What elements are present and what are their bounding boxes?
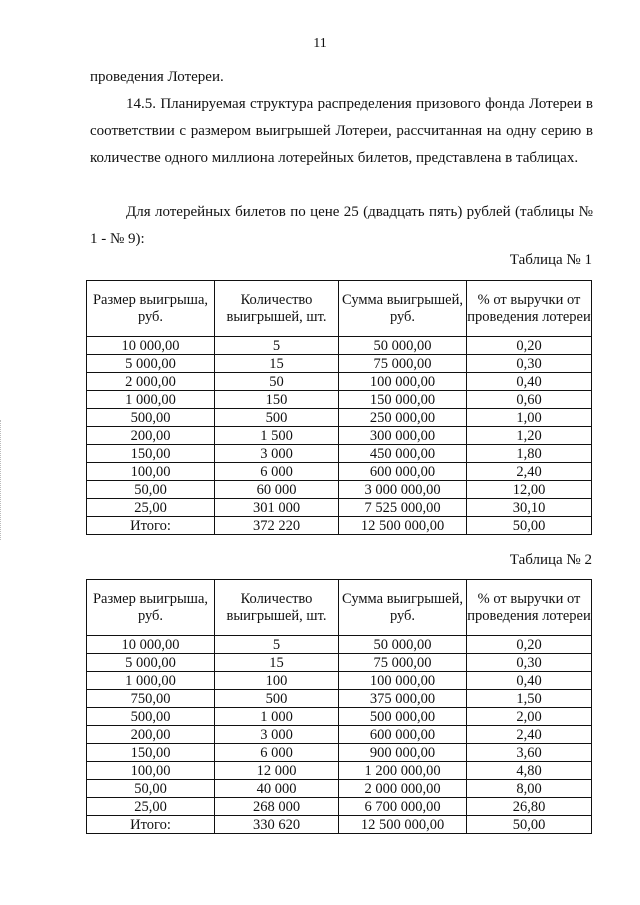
table-cell: 3 000 000,00 xyxy=(339,481,467,499)
table-cell: 100 xyxy=(215,672,339,690)
table-cell: 1 000,00 xyxy=(87,391,215,409)
table-cell: 500,00 xyxy=(87,708,215,726)
table-cell: 12 000 xyxy=(215,762,339,780)
table-cell: 0,20 xyxy=(467,337,592,355)
table-row xyxy=(87,744,592,762)
table-cell: 75 000,00 xyxy=(339,355,467,373)
column-header: Сумма выигрышей, руб. xyxy=(339,281,467,337)
table-cell: 50 000,00 xyxy=(339,337,467,355)
table-cell: 2 000,00 xyxy=(87,373,215,391)
table-cell: 60 000 xyxy=(215,481,339,499)
table-cell: 5 xyxy=(215,636,339,654)
table-cell: 10 000,00 xyxy=(87,337,215,355)
scan-margin-mark xyxy=(0,420,4,540)
table-row xyxy=(87,672,592,690)
table-row xyxy=(87,654,592,672)
table-cell: 200,00 xyxy=(87,726,215,744)
table-cell: 0,20 xyxy=(467,636,592,654)
column-header: Размер выигрыша, руб. xyxy=(87,281,215,337)
table-cell: 1,20 xyxy=(467,427,592,445)
table-cell: 0,40 xyxy=(467,672,592,690)
table-row xyxy=(87,708,592,726)
table-cell: 500,00 xyxy=(87,409,215,427)
column-header: Количество выигрышей, шт. xyxy=(215,580,339,636)
column-header: Количество выигрышей, шт. xyxy=(215,281,339,337)
table-cell: 25,00 xyxy=(87,499,215,517)
paragraph-14-5: 14.5. Планируемая структура распределения призового фонда Лотереи в соответствии с размером выигрышей Лотереи, рассчитанная на одну серию в количестве одного миллиона лотерейных билетов, представлена в таблицах. xyxy=(90,96,593,166)
table-cell: 2,40 xyxy=(467,463,592,481)
table-2-caption: Таблица № 2 xyxy=(509,552,592,568)
table-cell: 301 000 xyxy=(215,499,339,517)
table-cell: 2 000 000,00 xyxy=(339,780,467,798)
total-row xyxy=(87,816,592,834)
table-cell: 8,00 xyxy=(467,780,592,798)
prize-table-1 xyxy=(86,280,592,535)
table-cell: 6 000 xyxy=(215,744,339,762)
table-cell: 300 000,00 xyxy=(339,427,467,445)
table-cell: 6 700 000,00 xyxy=(339,798,467,816)
table-cell: Итого: xyxy=(87,517,215,535)
table-row xyxy=(87,481,592,499)
table-row xyxy=(87,690,592,708)
table-row xyxy=(87,798,592,816)
table-cell: 12 500 000,00 xyxy=(339,517,467,535)
table-row xyxy=(87,409,592,427)
table-cell: 500 000,00 xyxy=(339,708,467,726)
table-cell: 25,00 xyxy=(87,798,215,816)
table-cell: 900 000,00 xyxy=(339,744,467,762)
prize-table-2 xyxy=(86,579,592,834)
table-row xyxy=(87,780,592,798)
page-number: 11 xyxy=(313,36,327,51)
table-row xyxy=(87,762,592,780)
table-cell: 0,30 xyxy=(467,654,592,672)
table-cell: 1,00 xyxy=(467,409,592,427)
column-header: % от выручки от проведения лотереи xyxy=(467,580,592,636)
table-cell: 12 500 000,00 xyxy=(339,816,467,834)
column-header: Размер выигрыша, руб. xyxy=(87,580,215,636)
header-row xyxy=(87,580,592,636)
table-body xyxy=(87,337,592,535)
table-cell: 12,00 xyxy=(467,481,592,499)
table-cell: 450 000,00 xyxy=(339,445,467,463)
table-cell: 100,00 xyxy=(87,463,215,481)
table-cell: 0,30 xyxy=(467,355,592,373)
table-cell: 0,40 xyxy=(467,373,592,391)
table-header xyxy=(87,281,592,337)
table-cell: 3 000 xyxy=(215,445,339,463)
table-cell: 1 200 000,00 xyxy=(339,762,467,780)
table-cell: 150,00 xyxy=(87,744,215,762)
table-cell: 10 000,00 xyxy=(87,636,215,654)
table-row xyxy=(87,499,592,517)
table-cell: 50 000,00 xyxy=(339,636,467,654)
table-cell: 4,80 xyxy=(467,762,592,780)
table-cell: 0,60 xyxy=(467,391,592,409)
table-cell: 150,00 xyxy=(87,445,215,463)
table-cell: 1 000,00 xyxy=(87,672,215,690)
table-cell: 5 xyxy=(215,337,339,355)
table-cell: 3,60 xyxy=(467,744,592,762)
table-row xyxy=(87,726,592,744)
paragraph-continuation: проведения Лотереи. xyxy=(90,69,224,85)
table-cell: 75 000,00 xyxy=(339,654,467,672)
table-cell: 1 500 xyxy=(215,427,339,445)
table-cell: 5 000,00 xyxy=(87,355,215,373)
header-row xyxy=(87,281,592,337)
table-cell: 500 xyxy=(215,690,339,708)
table-cell: 100,00 xyxy=(87,762,215,780)
total-row xyxy=(87,517,592,535)
table-cell: 150 xyxy=(215,391,339,409)
table-cell: 1,50 xyxy=(467,690,592,708)
table-cell: 15 xyxy=(215,355,339,373)
table-cell: 500 xyxy=(215,409,339,427)
table-cell: 330 620 xyxy=(215,816,339,834)
table-body xyxy=(87,636,592,834)
table-cell: 5 000,00 xyxy=(87,654,215,672)
table-row xyxy=(87,373,592,391)
table-row xyxy=(87,427,592,445)
paragraph-ticket-price: Для лотерейных билетов по цене 25 (двадцать пять) рублей (таблицы № 1 - № 9): xyxy=(90,204,593,247)
table-cell: 7 525 000,00 xyxy=(339,499,467,517)
table-cell: 100 000,00 xyxy=(339,373,467,391)
table-cell: 50,00 xyxy=(467,816,592,834)
table-cell: 15 xyxy=(215,654,339,672)
table-cell: 150 000,00 xyxy=(339,391,467,409)
table-row xyxy=(87,391,592,409)
column-header: Сумма выигрышей, руб. xyxy=(339,580,467,636)
table-cell: 2,00 xyxy=(467,708,592,726)
table-cell: 600 000,00 xyxy=(339,726,467,744)
table-cell: 50 xyxy=(215,373,339,391)
table-cell: 6 000 xyxy=(215,463,339,481)
table-cell: 40 000 xyxy=(215,780,339,798)
table-row xyxy=(87,636,592,654)
table-header xyxy=(87,580,592,636)
table-cell: 372 220 xyxy=(215,517,339,535)
table-cell: 50,00 xyxy=(87,780,215,798)
table-cell: 375 000,00 xyxy=(339,690,467,708)
table-row xyxy=(87,445,592,463)
table-cell: 50,00 xyxy=(87,481,215,499)
table-1-caption: Таблица № 1 xyxy=(509,252,592,268)
table-cell: 1,80 xyxy=(467,445,592,463)
table-row xyxy=(87,463,592,481)
table-cell: 26,80 xyxy=(467,798,592,816)
table-cell: 200,00 xyxy=(87,427,215,445)
table-cell: 268 000 xyxy=(215,798,339,816)
table-cell: 30,10 xyxy=(467,499,592,517)
table-cell: 50,00 xyxy=(467,517,592,535)
table-row xyxy=(87,355,592,373)
table-cell: Итого: xyxy=(87,816,215,834)
table-cell: 600 000,00 xyxy=(339,463,467,481)
table-cell: 1 000 xyxy=(215,708,339,726)
column-header: % от выручки от проведения лотереи xyxy=(467,281,592,337)
table-cell: 100 000,00 xyxy=(339,672,467,690)
table-row xyxy=(87,337,592,355)
table-cell: 2,40 xyxy=(467,726,592,744)
table-cell: 3 000 xyxy=(215,726,339,744)
table-cell: 250 000,00 xyxy=(339,409,467,427)
table-cell: 750,00 xyxy=(87,690,215,708)
